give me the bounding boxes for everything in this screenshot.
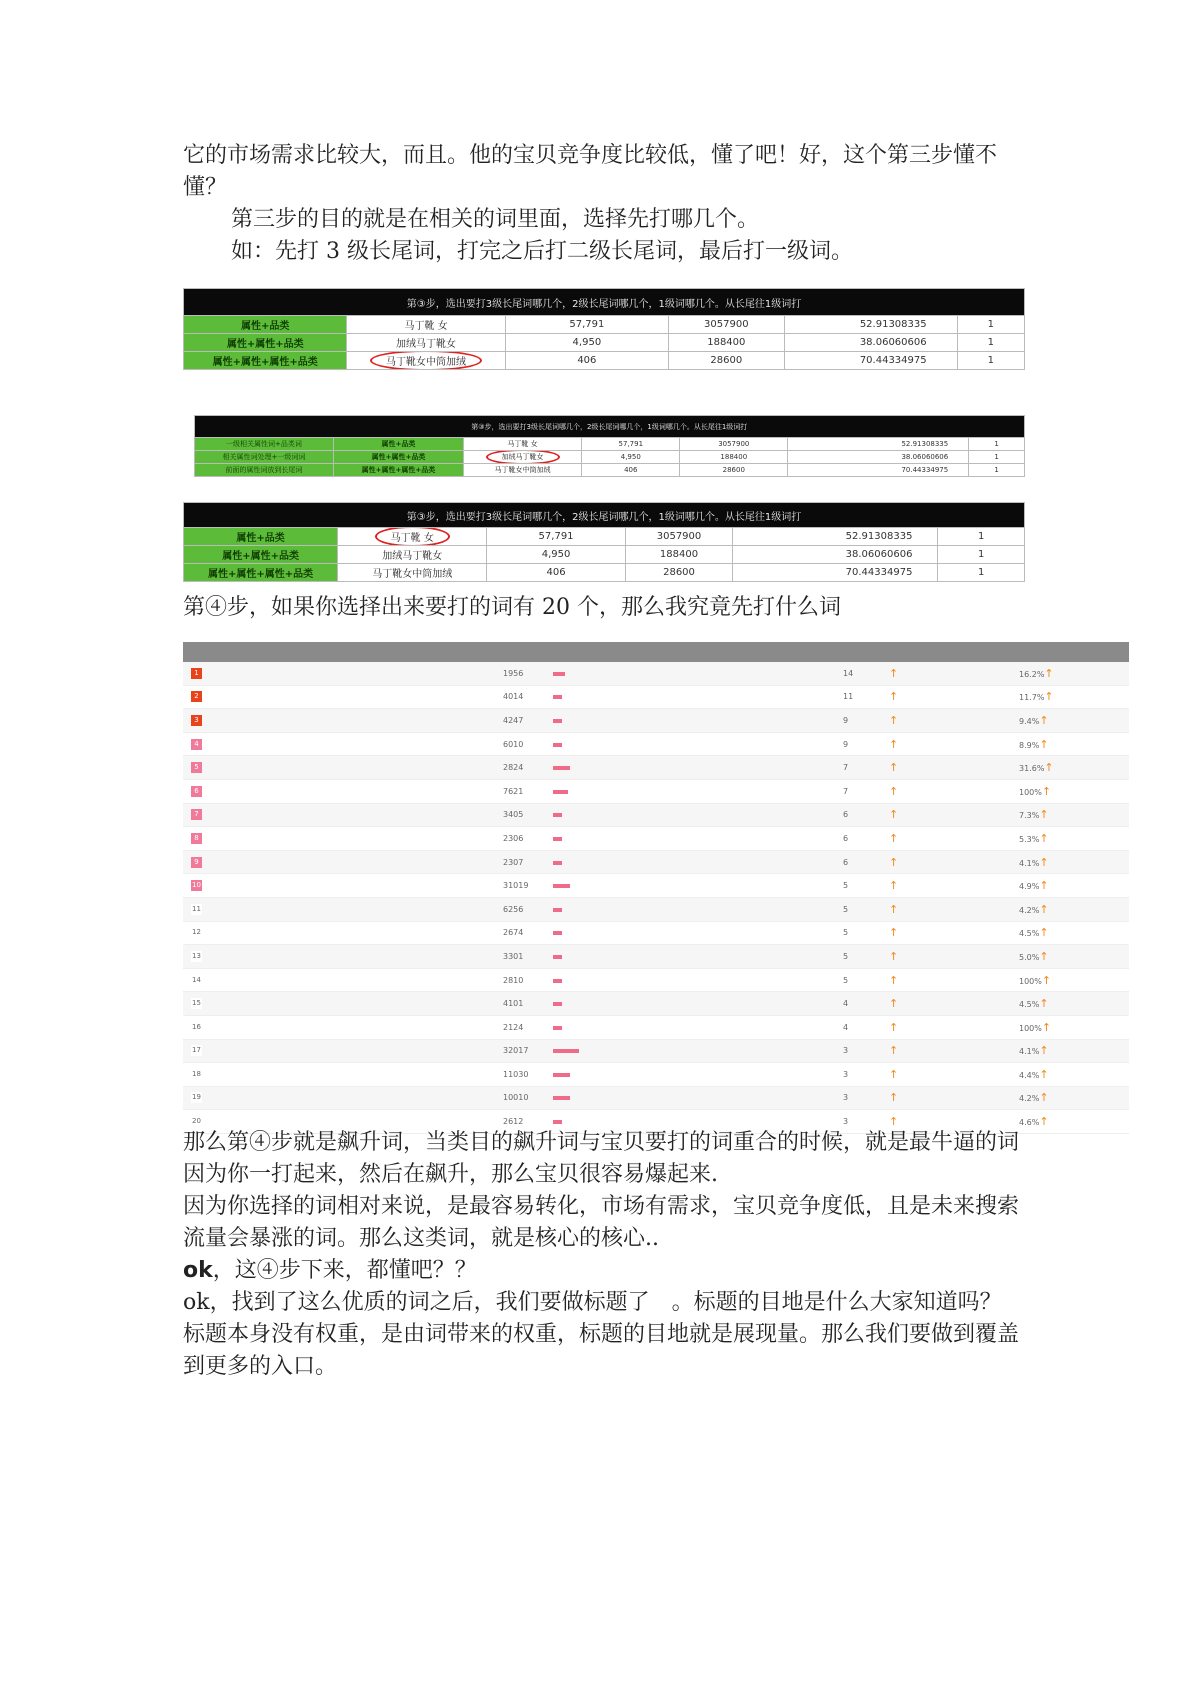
rank-badge: 14 (192, 975, 201, 984)
up-arrow-icon: ↑ (1041, 784, 1052, 798)
list-item (183, 1040, 1129, 1064)
trend-bar (553, 672, 565, 676)
up-arrow-icon: ↑ (889, 902, 899, 916)
paragraph: 因为你一打起来，然后在飙升，那么宝贝很容易爆起来. (183, 1162, 718, 1187)
rank-rise: 6 (843, 857, 849, 867)
list-item (183, 804, 1129, 828)
trend-bar (553, 813, 562, 817)
up-arrow-icon: ↑ (889, 1020, 899, 1034)
rank-badge: 12 (192, 928, 201, 937)
rank-badge: 11 (192, 904, 201, 913)
up-arrow-icon: ↑ (1041, 1020, 1052, 1034)
table-1-body (184, 316, 1025, 370)
rank-rise: 14 (843, 668, 854, 678)
growth-percent: 9.4% (1019, 716, 1040, 726)
index-value: 10010 (503, 1093, 529, 1103)
growth-percent: 31.6% (1019, 764, 1045, 774)
rank-badge: 5 (191, 762, 202, 773)
list-item (183, 874, 1129, 898)
index-value: 11030 (503, 1069, 529, 1079)
up-arrow-icon: ↑ (1039, 1067, 1049, 1081)
list-item (183, 945, 1129, 969)
up-arrow-icon: ↑ (889, 737, 899, 751)
list-item (183, 709, 1129, 733)
index-value: 2824 (503, 763, 524, 773)
table-row: 属性+属性+属性+品类 马丁靴女中筒加绒 406 28600 70.44334975 1 (184, 564, 1025, 582)
growth-percent: 100% (1019, 787, 1042, 797)
growth-percent: 4.1% (1019, 1047, 1040, 1057)
growth-percent: 16.2% (1019, 669, 1045, 679)
circled-keyword: 加绒马丁靴女 (492, 452, 554, 462)
trend-bar (553, 884, 570, 888)
up-arrow-icon: ↑ (889, 879, 899, 893)
circled-keyword: 马丁靴 女 (381, 529, 444, 544)
index-value: 3301 (503, 951, 524, 961)
table-row: 前面的属性词放到长尾词 属性+属性+属性+品类 马丁靴女中筒加绒 406 28600 70.44334975 1 (183, 464, 1025, 477)
growth-percent: 5.0% (1019, 952, 1040, 962)
rank-rise: 5 (843, 881, 849, 891)
list-item (183, 992, 1129, 1016)
growth-percent: 4.5% (1019, 1000, 1040, 1010)
index-value: 6010 (503, 739, 524, 749)
up-arrow-icon: ↑ (1039, 997, 1049, 1011)
index-value: 2674 (503, 928, 524, 938)
list-item (183, 662, 1129, 686)
paragraph: ok，找到了这么优质的词之后，我们要做标题了 。标题的目地是什么大家知道吗？标题本身没有权重，是由词带来的权重，标题的目地就是展现量。那么我们要做到覆盖到更多的入口。 (183, 1290, 1020, 1379)
paragraph: ok，这④步下来，都懂吧？？ (183, 1258, 477, 1283)
up-arrow-icon: ↑ (1039, 808, 1049, 822)
rank-badge: 3 (191, 715, 202, 726)
up-arrow-icon: ↑ (1039, 1091, 1049, 1105)
index-value: 7621 (503, 786, 524, 796)
up-arrow-icon: ↑ (1044, 761, 1054, 775)
table-row: 属性+品类 马丁靴 女 57,791 3057900 52.91308335 1 (184, 316, 1025, 334)
up-arrow-icon: ↑ (889, 997, 899, 1011)
table-row: 属性+属性+属性+品类 马丁靴女中筒加绒 406 28600 70.44334975 1 (184, 352, 1025, 370)
rank-rise: 3 (843, 1093, 849, 1103)
trend-bar (553, 695, 562, 699)
up-arrow-icon: ↑ (889, 973, 899, 987)
rank-rise: 5 (843, 975, 849, 985)
up-arrow-icon: ↑ (889, 1067, 899, 1081)
rank-rise: 5 (843, 904, 849, 914)
rank-badge: 13 (192, 951, 201, 960)
list-body (183, 662, 1129, 1134)
rank-rise: 6 (843, 810, 849, 820)
trend-bar (553, 1002, 562, 1006)
index-value: 3405 (503, 810, 524, 820)
index-value: 6256 (503, 904, 524, 914)
growth-percent: 8.9% (1019, 740, 1040, 750)
paragraph: 如：先打 3 级长尾词，打完之后打二级长尾词，最后打一级词。 (231, 239, 853, 264)
rank-rise: 5 (843, 928, 849, 938)
list-item (183, 898, 1129, 922)
trend-bar (553, 1049, 579, 1053)
trend-bar (553, 955, 562, 959)
index-value: 1956 (503, 668, 524, 678)
list-item (183, 969, 1129, 993)
trend-bar (553, 766, 570, 770)
up-arrow-icon: ↑ (889, 690, 899, 704)
table-row: 一级相关属性词+品类词 属性+品类 马丁靴 女 57,791 3057900 52.91308335 1 (183, 438, 1025, 451)
list-item (183, 1063, 1129, 1087)
up-arrow-icon: ↑ (1039, 831, 1049, 845)
trend-bar (553, 1096, 570, 1100)
paragraph: 它的市场需求比较大，而且。他的宝贝竞争度比较低，懂了吧！好，这个第三步懂不懂？ (183, 143, 998, 200)
list-item (183, 780, 1129, 804)
up-arrow-icon: ↑ (1039, 737, 1049, 751)
rank-rise: 6 (843, 833, 849, 843)
table-row: 相关属性词处理+一级词词 属性+属性+品类 加绒马丁靴女 4,950 188400 38.06060606 1 (183, 451, 1025, 464)
growth-percent: 4.2% (1019, 905, 1040, 915)
growth-percent: 7.3% (1019, 811, 1040, 821)
list-header (183, 642, 1129, 662)
up-arrow-icon: ↑ (889, 831, 899, 845)
up-arrow-icon: ↑ (1039, 713, 1049, 727)
growth-percent: 4.9% (1019, 882, 1040, 892)
rank-badge: 6 (191, 786, 202, 797)
rank-badge: 19 (192, 1093, 201, 1102)
paragraph: 第三步的目的就是在相关的词里面，选择先打哪几个。 (231, 207, 760, 232)
keyword-cell: 马丁靴 女 (404, 321, 448, 332)
up-arrow-icon: ↑ (1039, 1044, 1049, 1058)
growth-percent: 4.6% (1019, 1118, 1040, 1128)
rank-rise: 5 (843, 951, 849, 961)
paragraph: 那么第④步就是飙升词，当类目的飙升词与宝贝要打的词重合的时候，就是最牛逼的词 (183, 1130, 1020, 1155)
rank-badge: 10 (192, 881, 201, 890)
up-arrow-icon: ↑ (889, 784, 899, 798)
keyword-table-3 (183, 502, 1025, 582)
list-item (183, 686, 1129, 710)
top-text (183, 140, 1023, 268)
up-arrow-icon: ↑ (1039, 855, 1049, 869)
growth-percent: 4.5% (1019, 929, 1040, 939)
trend-bar (553, 1073, 570, 1077)
trend-bar (553, 1120, 562, 1124)
up-arrow-icon: ↑ (1044, 666, 1054, 680)
rank-badge: 4 (191, 739, 202, 750)
table-header: 第③步，选出要打3级长尾词哪几个，2级长尾词哪几个，1级词哪几个。从长尾往1级词打 (194, 416, 1024, 438)
rank-badge: 1 (191, 668, 202, 679)
circled-keyword: 马丁靴女中筒加绒 (376, 353, 476, 368)
index-value: 2124 (503, 1022, 524, 1032)
up-arrow-icon: ↑ (1039, 1115, 1049, 1129)
up-arrow-icon: ↑ (889, 1115, 899, 1129)
growth-percent: 4.2% (1019, 1094, 1040, 1104)
up-arrow-icon: ↑ (889, 1091, 899, 1105)
rank-rise: 11 (843, 692, 854, 702)
index-value: 2810 (503, 975, 524, 985)
table-header: 第③步，选出要打3级长尾词哪几个，2级长尾词哪几个，1级词哪几个。从长尾往1级词打 (184, 289, 1025, 316)
rank-badge: 8 (191, 833, 202, 844)
rank-badge: 9 (191, 857, 202, 868)
up-arrow-icon: ↑ (1039, 879, 1049, 893)
trend-bar (553, 979, 562, 983)
rank-rise: 4 (843, 999, 849, 1009)
trend-bar (553, 861, 562, 865)
paragraph: 因为你选择的词相对来说，是最容易转化，市场有需求，宝贝竞争度低，且是未来搜索流量会暴涨的词。那么这类词，就是核心的核心.. (183, 1194, 1020, 1251)
rising-words-list (183, 642, 1129, 1134)
table-row: 属性+品类 马丁靴 女 57,791 3057900 52.91308335 1 (184, 528, 1025, 546)
list-item (183, 922, 1129, 946)
rank-rise: 3 (843, 1117, 849, 1127)
rank-badge: 20 (192, 1117, 201, 1126)
growth-percent: 4.4% (1019, 1070, 1040, 1080)
index-value: 2612 (503, 1117, 524, 1127)
growth-percent: 11.7% (1019, 693, 1045, 703)
index-value: 31019 (503, 881, 529, 891)
index-value: 32017 (503, 1046, 529, 1056)
growth-percent: 100% (1019, 976, 1042, 986)
rank-rise: 9 (843, 739, 849, 749)
up-arrow-icon: ↑ (889, 808, 899, 822)
rank-badge: 17 (192, 1046, 201, 1055)
up-arrow-icon: ↑ (889, 666, 899, 680)
trend-bar (553, 837, 562, 841)
growth-percent: 4.1% (1019, 858, 1040, 868)
list-item (183, 827, 1129, 851)
rank-badge: 2 (191, 691, 202, 702)
trend-bar (553, 1026, 562, 1030)
up-arrow-icon: ↑ (889, 926, 899, 940)
up-arrow-icon: ↑ (889, 713, 899, 727)
up-arrow-icon: ↑ (889, 761, 899, 775)
table-row: 属性+属性+品类 加绒马丁靴女 4,950 188400 38.06060606 1 (184, 334, 1025, 352)
keyword-cell: 加绒马丁靴女 (396, 339, 457, 350)
trend-bar (553, 931, 562, 935)
up-arrow-icon: ↑ (889, 855, 899, 869)
list-item (183, 1016, 1129, 1040)
growth-percent: 100% (1019, 1023, 1042, 1033)
up-arrow-icon: ↑ (1039, 949, 1049, 963)
index-value: 4014 (503, 692, 524, 702)
trend-bar (553, 908, 562, 912)
table-row: 属性+属性+品类 加绒马丁靴女 4,950 188400 38.06060606 1 (184, 546, 1025, 564)
rank-badge: 16 (192, 1022, 201, 1031)
up-arrow-icon: ↑ (1041, 973, 1052, 987)
rank-badge: 18 (192, 1069, 201, 1078)
index-value: 4247 (503, 715, 524, 725)
trend-bar (553, 790, 568, 794)
index-value: 2306 (503, 833, 524, 843)
rank-rise: 4 (843, 1022, 849, 1032)
up-arrow-icon: ↑ (1044, 690, 1054, 704)
rank-rise: 3 (843, 1046, 849, 1056)
list-item (183, 756, 1129, 780)
list-item (183, 733, 1129, 757)
up-arrow-icon: ↑ (889, 1044, 899, 1058)
list-item (183, 1087, 1129, 1111)
rank-rise: 7 (843, 786, 849, 796)
keyword-table-1 (183, 288, 1025, 370)
index-value: 2307 (503, 857, 524, 867)
up-arrow-icon: ↑ (889, 949, 899, 963)
up-arrow-icon: ↑ (1039, 902, 1049, 916)
index-value: 4101 (503, 999, 524, 1009)
bottom-text (183, 1127, 1023, 1383)
trend-bar (553, 743, 562, 747)
rank-rise: 3 (843, 1069, 849, 1079)
rank-badge: 15 (192, 999, 201, 1008)
list-item (183, 851, 1129, 875)
rank-rise: 9 (843, 715, 849, 725)
keyword-table-2 (183, 415, 1025, 477)
rank-rise: 7 (843, 763, 849, 773)
trend-bar (553, 719, 562, 723)
growth-percent: 5.3% (1019, 834, 1040, 844)
table-header: 第③步，选出要打3级长尾词哪几个，2级长尾词哪几个，1级词哪几个。从长尾往1级词打 (184, 503, 1025, 528)
up-arrow-icon: ↑ (1039, 926, 1049, 940)
rank-badge: 7 (191, 809, 202, 820)
step4-heading: 第④步，如果你选择出来要打的词有 20 个，那么我究竟先打什么词 (183, 595, 841, 620)
